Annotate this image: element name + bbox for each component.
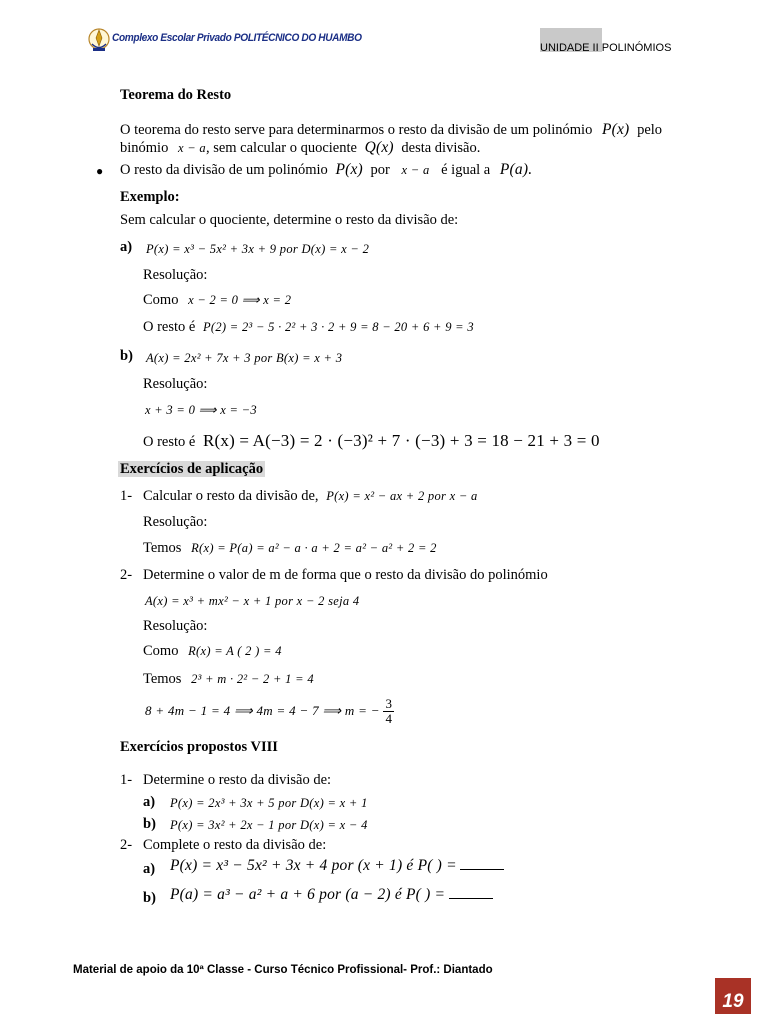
proposed-title: Exercícios propostos VIII — [120, 739, 278, 755]
bullet-text-igual: é igual a — [441, 162, 491, 178]
math-px: P(x) — [601, 121, 630, 138]
proposed-ex1-b-label: b) — [143, 816, 156, 832]
math-ex1: P(x) = x² − ax + 2 por x − a — [326, 489, 478, 503]
example-b-step: x + 3 = 0 ⟹ x = −3 — [145, 403, 257, 417]
application-ex1-label: 1- — [120, 488, 133, 504]
application-ex1-temos-line — [143, 540, 437, 557]
proposed-ex1-a-expression: P(x) = 2x³ + 3x + 5 por D(x) = x + 1 — [170, 796, 368, 810]
bullet-statement — [120, 161, 532, 179]
example-a-resolution-label: Resolução: — [143, 267, 208, 283]
math-step: 8 + 4m − 1 = 4 ⟹ 4m = 4 − 7 ⟹ m = − — [145, 702, 380, 718]
proposed-ex2-a-label: a) — [143, 861, 156, 877]
temos-text: Temos — [143, 671, 182, 687]
application-title — [118, 461, 265, 478]
intro-text-pelo: pelo — [637, 122, 663, 138]
math-step-large: R(x) = A(−3) = 2 · (−3)² + 7 · (−3) + 3 = 18 − 21 + 3 = 0 — [202, 431, 600, 450]
proposed-ex2-a-line — [170, 857, 504, 875]
proposed-ex1-text: Determine o resto da divisão de: — [143, 772, 332, 788]
page-number: 19 — [715, 978, 751, 1014]
application-ex2-final-line — [145, 697, 394, 726]
application-ex2-resolution-label: Resolução: — [143, 618, 208, 634]
example-a-expression: P(x) = x³ − 5x² + 3x + 9 por D(x) = x − 2 — [146, 242, 370, 256]
proposed-ex1-b-expression: P(x) = 3x² + 2x − 1 por D(x) = x − 4 — [170, 818, 368, 832]
proposed-ex2-text: Complete o resto da divisão de: — [143, 837, 327, 853]
example-b-resolution-label: Resolução: — [143, 376, 208, 392]
resto-text: O resto é — [143, 434, 196, 450]
bullet-text-por: por — [370, 162, 390, 178]
application-ex2-label: 2- — [120, 567, 133, 583]
answer-blank-b[interactable] — [449, 886, 493, 899]
intro-text-quociente: , sem calcular o quociente — [205, 140, 357, 156]
example-a-resto-line — [143, 319, 474, 336]
como-text: Como — [143, 643, 179, 659]
ex1-text: Calcular o resto da divisão de, — [143, 488, 319, 504]
application-ex2-text: Determine o valor de m de forma que o resto da divisão do polinómio — [143, 567, 548, 583]
application-ex1-line — [143, 488, 478, 505]
example-b-resto-line — [143, 431, 600, 451]
answer-blank-a[interactable] — [460, 857, 504, 870]
example-a-como-line — [143, 292, 291, 309]
section-title: Teorema do Resto — [120, 87, 232, 103]
math-step: P(2) = 2³ − 5 · 2² + 3 · 2 + 9 = 8 − 20 + 6 + 9 = 3 — [202, 320, 474, 334]
como-text: Como — [143, 292, 179, 308]
temos-text: Temos — [143, 540, 182, 556]
bullet-dot: ● — [96, 164, 104, 178]
intro-text-end: desta divisão. — [401, 140, 481, 156]
fraction-numerator: 3 — [385, 696, 392, 711]
math-ex2a: P(x) = x³ − 5x² + 3x + 4 por (x + 1) é P( ) = — [170, 857, 457, 874]
proposed-ex1-a-label: a) — [143, 794, 156, 810]
math-px: P(x) — [335, 161, 363, 178]
math-pa: P(a). — [499, 161, 533, 178]
math-step: R(x) = P(a) = a² − a · a + 2 = a² − a² + 2 = 2 — [191, 541, 437, 555]
example-title: Exemplo: — [120, 189, 180, 205]
proposed-ex1-label: 1- — [120, 772, 133, 788]
application-title-text: Exercícios de aplicação — [120, 461, 264, 477]
math-x-minus-a: x − a — [177, 141, 206, 155]
application-ex2-expression: A(x) = x³ + mx² − x + 1 por x − 2 seja 4 — [145, 594, 360, 608]
application-ex2-temos-line — [143, 671, 314, 688]
math-step: 2³ + m · 2² − 2 + 1 = 4 — [191, 672, 314, 686]
math-qx: Q(x) — [364, 139, 394, 156]
math-step: x − 2 = 0 ⟹ x = 2 — [188, 293, 292, 307]
intro-line-2 — [120, 139, 480, 157]
application-ex1-resolution-label: Resolução: — [143, 514, 208, 530]
math-step: R(x) = A ( 2 ) = 4 — [188, 644, 282, 658]
bullet-text: O resto da divisão de um polinómio — [120, 162, 328, 178]
math-x-minus-a: x − a — [401, 163, 430, 177]
intro-text: O teorema do resto serve para determinarmos o resto da divisão de um polinómio — [120, 122, 593, 138]
school-name: Complexo Escolar Privado POLITÉCNICO DO HUAMBO — [112, 32, 362, 44]
fraction-denominator: 4 — [385, 711, 392, 726]
school-emblem-icon — [88, 27, 110, 53]
proposed-ex2-b-label: b) — [143, 890, 156, 906]
intro-line-1 — [120, 121, 662, 139]
fraction-three-quarters — [383, 697, 394, 726]
math-ex2b: P(a) = a³ − a² + a + 6 por (a − 2) é P( ) = — [170, 886, 446, 903]
proposed-ex2-b-line — [170, 886, 493, 904]
application-ex2-como-line — [143, 643, 282, 660]
footer-text: Material de apoio da 10ª Classe - Curso Técnico Profissional- Prof.: Diantado — [73, 964, 493, 976]
proposed-ex2-label: 2- — [120, 837, 133, 853]
intro-text-binomio: binómio — [120, 140, 169, 156]
resto-text: O resto é — [143, 319, 196, 335]
example-b-expression: A(x) = 2x² + 7x + 3 por B(x) = x + 3 — [146, 351, 343, 365]
example-instruction: Sem calcular o quociente, determine o resto da divisão de: — [120, 212, 459, 228]
unit-title: UNIDADE II POLINÓMIOS — [540, 42, 672, 54]
example-b-label: b) — [120, 348, 133, 364]
example-a-label: a) — [120, 239, 133, 255]
